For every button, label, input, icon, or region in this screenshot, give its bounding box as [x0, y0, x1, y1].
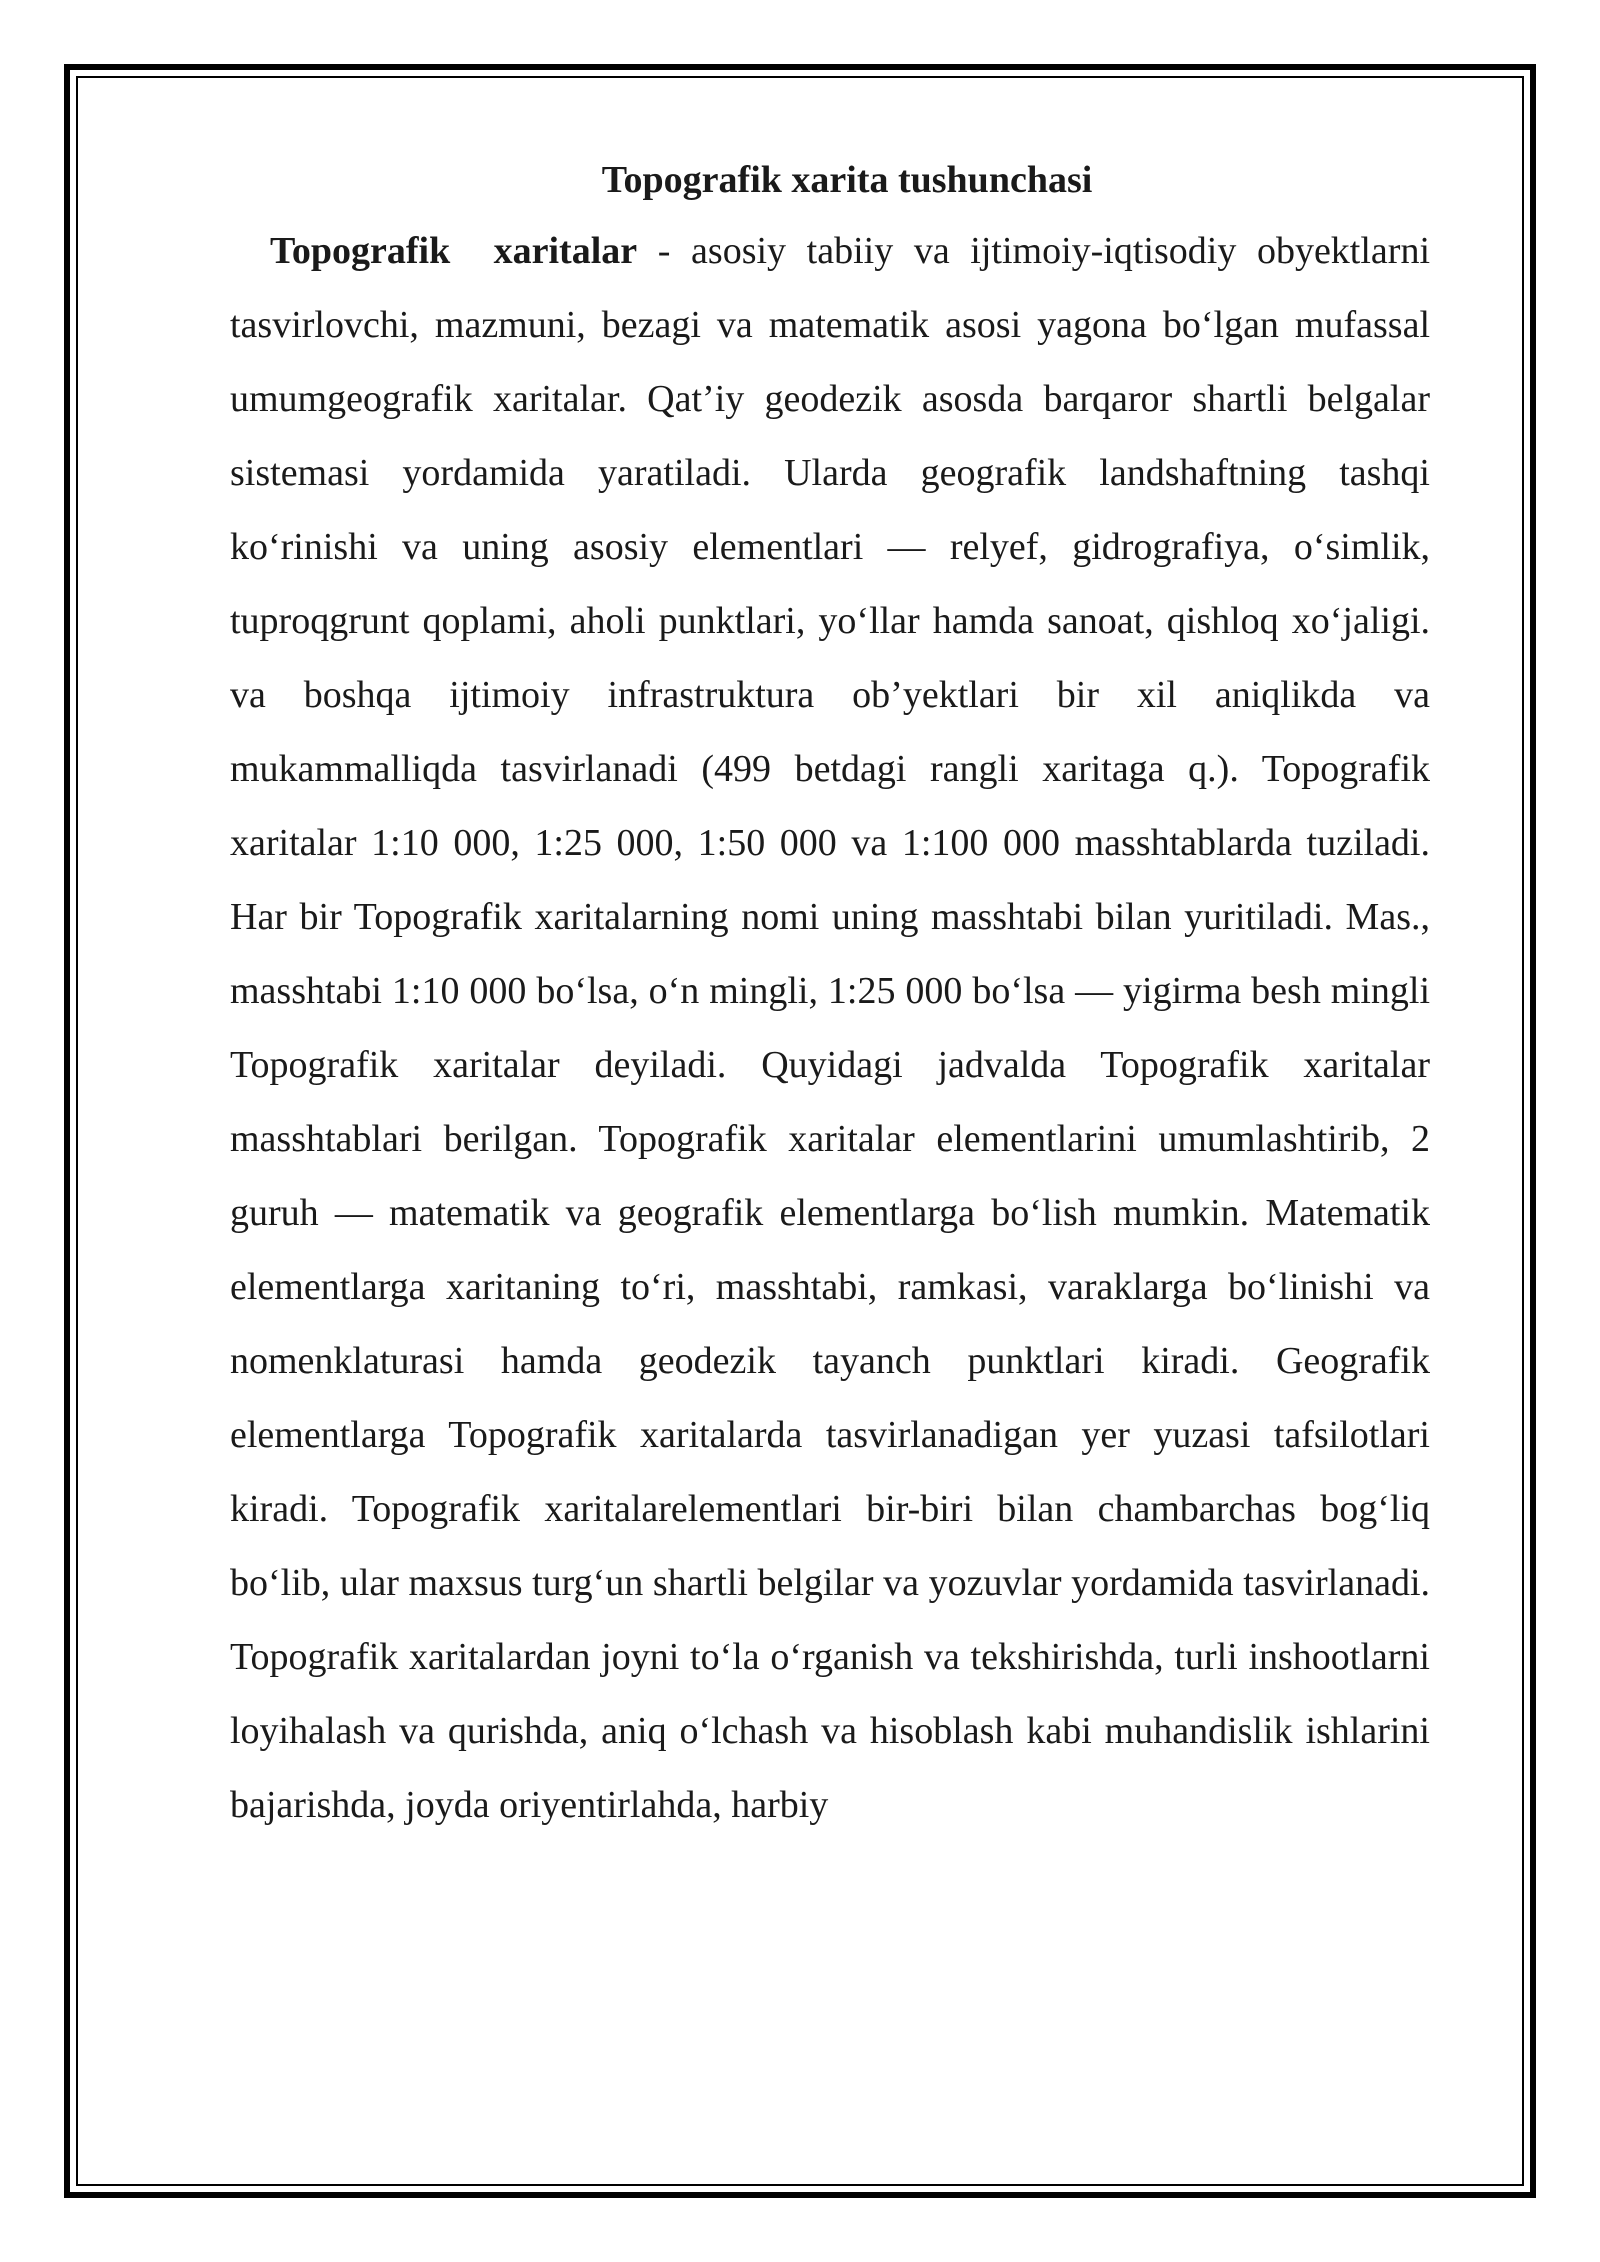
paragraph-text: - asosiy tabiiy va ijtimoiy-iqtisodiy obyektlarni tasvirlovchi, mazmuni, bezagi va matematik asosi yagona bo‘lgan mufassal umumgeografik xaritalar. Qat’iy geodezik asosda barqaror shartli belgalar sistemasi yordamida yaratiladi. Ularda geografik landshaftning tashqi ko‘rinishi va uning asosiy elementlari — relyef, gidrografiya, o‘simlik, tuproqgrunt qoplami, aholi punktlari, yo‘llar hamda sanoat, qishloq xo‘jaligi. va boshqa ijtimoiy infrastruktura ob’yektlari bir xil aniqlikda va mukammalliqda tasvirlanadi (499 betdagi rangli xaritaga q.). Topografik xaritalar 1:10 000, 1:25 000, 1:50 000 va 1:100 000 masshtablarda tuziladi. Har bir Topografik xaritalarning nomi uning masshtabi bilan yuritiladi. Mas., masshtabi 1:10 000 bo‘lsa, o‘n mingli, 1:25 000 bo‘lsa — yigirma besh mingli Topografik xaritalar deyiladi. Quyidagi jadvalda Topografik xaritalar masshtablari berilgan. Topografik xaritalar elementlarini umumlashtirib, 2 guruh — matematik va geografik elementlarga bo‘lish mumkin. Matematik elementlarga xaritaning to‘ri, masshtabi, ramkasi, varaklarga bo‘linishi va nomenklaturasi hamda geodezik tayanch punktlari kiradi. Geografik elementlarga Topografik xaritalarda tasvirlanadigan yer yuzasi tafsilotlari kiradi. Topografik xaritalarelementlari bir-biri bilan chambarchas bog‘liq bo‘lib, ular maxsus turg‘un shartli belgilar va yozuvlar yordamida tasvirlanadi. Topografik xaritalardan joyni to‘la o‘rganish va tekshirishda, turli inshootlarni loyihalash va qurishda, aniq o‘lchash va hisoblash kabi muhandislik ishlarini bajarishda, joyda oriyentirlahda, harbiy [230, 230, 1431, 1826]
lead-term: Topografik xaritalar [270, 230, 638, 272]
document-paragraph [230, 214, 1430, 1842]
document-title: Topografik xarita tushunchasi [601, 159, 1093, 201]
document-content [230, 150, 1430, 1842]
